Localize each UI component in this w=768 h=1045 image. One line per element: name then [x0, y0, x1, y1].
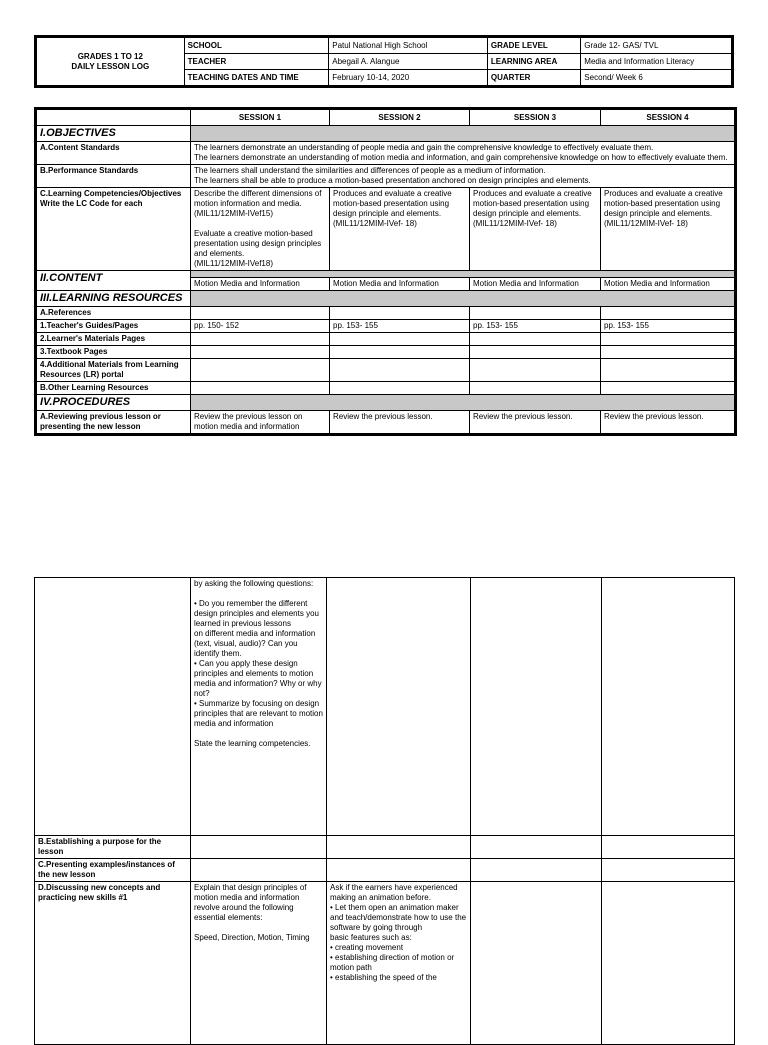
empty-cell [601, 359, 736, 382]
content-heading: II.CONTENT [36, 271, 191, 291]
dates-label: TEACHING DATES AND TIME [184, 70, 329, 87]
discussing-session-3 [471, 882, 602, 1045]
reviewing-session-3: Review the previous lesson. [470, 411, 601, 435]
empty-cell [470, 307, 601, 320]
competency-session-4: Produces and evaluate a creative motion-based presentation using design principle and elements. (MIL11/12MIM-IVef- 18) [601, 188, 736, 271]
empty-cell [330, 382, 470, 395]
empty-cell [330, 346, 470, 359]
empty-cell [327, 836, 471, 859]
empty-cell [602, 836, 735, 859]
empty-cell [330, 333, 470, 346]
empty-cell [327, 578, 471, 836]
learning-area-label: LEARNING AREA [487, 54, 580, 70]
session-2-header: SESSION 2 [330, 109, 470, 126]
competency-session-3: Produces and evaluate a creative motion-based presentation using design principle and elements. (MIL11/12MIM-IVef- 18) [470, 188, 601, 271]
empty-cell [601, 382, 736, 395]
empty-cell [470, 382, 601, 395]
content-session-1: Motion Media and Information [191, 278, 330, 291]
teachers-guides-session-4: pp. 153- 155 [601, 320, 736, 333]
discussing-label: D.Discussing new concepts and practicing new skills #1 [35, 882, 191, 1045]
empty-cell [470, 333, 601, 346]
empty-cell [601, 333, 736, 346]
empty-cell [35, 578, 191, 836]
header-table [34, 35, 734, 88]
content-session-2: Motion Media and Information [330, 278, 470, 291]
teachers-guides-session-1: pp. 150- 152 [191, 320, 330, 333]
school-label: SCHOOL [184, 37, 329, 54]
other-resources-label: B.Other Learning Resources [36, 382, 191, 395]
reviewing-session-2: Review the previous lesson. [330, 411, 470, 435]
content-session-3: Motion Media and Information [470, 278, 601, 291]
grade-level-label: GRADE LEVEL [487, 37, 580, 54]
reviewing-session-1-cont: by asking the following questions: • Do you remember the different design principles and elements you learned in previous lessons on different media and information (text, visual, audio)? Can you identify them. • Can you apply these design principles and elements to motion media and information? Why or why not? • Summarize by focusing on design principles that are relevant to motion media and information State the learning competencies. [191, 578, 327, 836]
procedures-heading: IV.PROCEDURES [36, 395, 191, 411]
reviewing-session-4: Review the previous lesson. [601, 411, 736, 435]
dates-value: February 10-14, 2020 [329, 70, 488, 87]
competency-session-2: Produces and evaluate a creative motion-based presentation using design principle and elements. (MIL11/12MIM-IVef- 18) [330, 188, 470, 271]
empty-cell [602, 859, 735, 882]
reviewing-label: A.Reviewing previous lesson or presenting the new lesson [36, 411, 191, 435]
references-label: A.References [36, 307, 191, 320]
teachers-guides-session-3: pp. 153- 155 [470, 320, 601, 333]
empty-cell [191, 359, 330, 382]
resources-heading: III.LEARNING RESOURCES [36, 291, 191, 307]
empty-cell [470, 359, 601, 382]
discussing-session-2: Ask if the earners have experienced making an animation before. • Let them open an animation maker and teach/demonstrate how to use the software by going through basic features such as: • creating movement • establishing direction of motion or motion path • establishing the speed of the [327, 882, 471, 1045]
empty-cell [327, 859, 471, 882]
teacher-label: TEACHER [184, 54, 329, 70]
teachers-guides-session-2: pp. 153- 155 [330, 320, 470, 333]
blank-corner [36, 109, 191, 126]
discussing-session-4 [602, 882, 735, 1045]
empty-cell [191, 836, 327, 859]
grade-level-value: Grade 12- GAS/ TVL [581, 37, 733, 54]
empty-cell [330, 307, 470, 320]
learners-materials-label: 2.Learner's Materials Pages [36, 333, 191, 346]
empty-cell [601, 346, 736, 359]
empty-cell [191, 859, 327, 882]
quarter-label: QUARTER [487, 70, 580, 87]
empty-cell [602, 578, 735, 836]
school-value: Patul National High School [329, 37, 488, 54]
content-session-4: Motion Media and Information [601, 278, 736, 291]
empty-cell [191, 333, 330, 346]
additional-materials-label: 4.Additional Materials from Learning Resources (LR) portal [36, 359, 191, 382]
log-title: GRADES 1 TO 12 DAILY LESSON LOG [36, 37, 185, 87]
performance-standards-label: B.Performance Standards [36, 165, 191, 188]
learning-area-value: Media and Information Literacy [581, 54, 733, 70]
content-standards-label: A.Content Standards [36, 142, 191, 165]
section-bar [191, 395, 736, 411]
session-1-header: SESSION 1 [191, 109, 330, 126]
textbook-label: 3.Textbook Pages [36, 346, 191, 359]
lesson-log-table [34, 107, 737, 436]
competencies-label: C.Learning Competencies/Objectives Write the LC Code for each [36, 188, 191, 271]
empty-cell [191, 382, 330, 395]
empty-cell [191, 307, 330, 320]
empty-cell [471, 836, 602, 859]
teachers-guides-label: 1.Teacher's Guides/Pages [36, 320, 191, 333]
empty-cell [471, 578, 602, 836]
objectives-heading: I.OBJECTIVES [36, 126, 191, 142]
session-3-header: SESSION 3 [470, 109, 601, 126]
discussing-session-1: Explain that design principles of motion media and information revolve around the following essential elements: Speed, Direction, Motion, Timing [191, 882, 327, 1045]
section-bar [191, 271, 736, 278]
content-standards-text: The learners demonstrate an understanding of people media and gain the comprehensive knowledge to effectively evaluate them. The learners demonstrate an understanding of motion media and information, and gain comprehensive knowledge on how to effectively evaluate them. [191, 142, 736, 165]
quarter-value: Second/ Week 6 [581, 70, 733, 87]
section-bar [191, 291, 736, 307]
empty-cell [191, 346, 330, 359]
empty-cell [330, 359, 470, 382]
empty-cell [471, 859, 602, 882]
examples-label: C.Presenting examples/instances of the new lesson [35, 859, 191, 882]
teacher-value: Abegail A. Alangue [329, 54, 488, 70]
competency-session-1: Describe the different dimensions of motion information and media. (MIL11/12MIM-IVef15) Evaluate a creative motion-based presentation using design principles and elements. (MIL11/12MIM-IVef18) [191, 188, 330, 271]
performance-standards-text: The learners shall understand the similarities and differences of people as a medium of information. The learners shall be able to produce a motion-based presentation anchored on design principles and elements. [191, 165, 736, 188]
reviewing-session-1: Review the previous lesson on motion media and information [191, 411, 330, 435]
lesson-log-continuation [34, 577, 735, 1045]
section-bar [191, 126, 736, 142]
empty-cell [470, 346, 601, 359]
empty-cell [601, 307, 736, 320]
purpose-label: B.Establishing a purpose for the lesson [35, 836, 191, 859]
session-4-header: SESSION 4 [601, 109, 736, 126]
